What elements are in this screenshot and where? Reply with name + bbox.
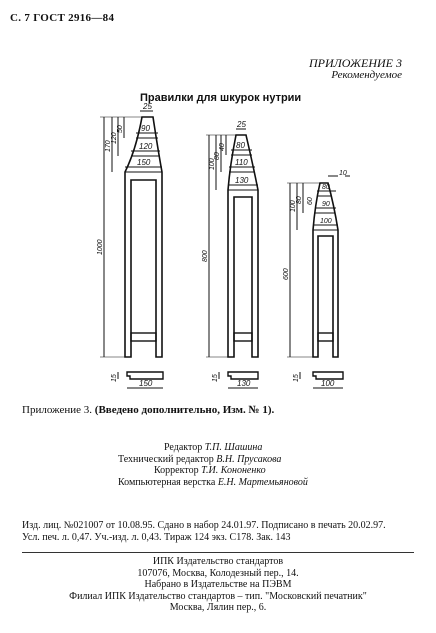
board-3-thickness: 15 — [293, 374, 300, 382]
appendix-title: ПРИЛОЖЕНИЕ 3 — [309, 56, 402, 70]
appendix-status: Рекомендуемое — [331, 69, 402, 81]
board-1-height-2: 120 — [111, 132, 118, 144]
board-1-width-2: 120 — [139, 142, 153, 151]
publication-line-2: Усл. печ. л. 0,47. Уч.-изд. л. 0,43. Тираж 124 экз. С178. Зак. 143 — [22, 532, 291, 543]
board-2-outline — [228, 135, 258, 357]
board-2-thickness: 15 — [212, 374, 219, 382]
publication-details — [22, 520, 386, 544]
board-1-section — [127, 372, 163, 379]
note-prefix: Приложение 3. — [22, 404, 93, 416]
board-1-total-height: 1000 — [97, 239, 104, 255]
staff-credits — [0, 442, 436, 488]
board-2-crossbar — [234, 333, 252, 341]
staff-row: Редактор Т.П. Шашина — [164, 442, 263, 453]
staff-name: Т.П. Шашина — [204, 442, 263, 453]
board-1-crossbar — [131, 333, 156, 341]
board-1-outline — [125, 117, 162, 357]
board-3-width-3: 100 — [320, 218, 332, 225]
imprint — [0, 556, 436, 614]
page-header: С. 7 ГОСТ 2916—84 — [10, 12, 115, 24]
note-amendment: (Введено дополнительно, Изм. № 1). — [94, 404, 275, 416]
board-2-height-3: 100 — [209, 158, 216, 170]
board-3-top-width: 10 — [339, 170, 347, 177]
board-3-base-width: 100 — [321, 379, 335, 388]
board-2-height-2: 80 — [214, 152, 221, 160]
staff-row: Технический редактор В.Н. Прусакова — [118, 453, 282, 465]
board-3-height-3: 100 — [290, 200, 297, 212]
board-3-width-2: 90 — [322, 201, 330, 208]
board-1-height-3: 170 — [105, 140, 112, 152]
board-3-section — [313, 372, 343, 379]
board-2-width-1: 80 — [236, 141, 245, 150]
board-1-thickness: 15 — [111, 374, 118, 382]
board-1-base-width: 150 — [139, 379, 153, 388]
board-2-height-1: 40 — [219, 143, 226, 151]
board-2-total-height: 800 — [202, 250, 209, 262]
staff-name: Е.Н. Мартемьяновой — [217, 476, 308, 488]
board-2-section — [228, 372, 258, 379]
board-3-crossbar — [318, 333, 333, 341]
imprint-line: ИПК Издательство стандартов — [152, 556, 284, 567]
board-3-total-height: 600 — [283, 268, 290, 280]
publication-line-1: Изд. лиц. №021007 от 10.08.95. Сдано в набор 24.01.97. Подписано в печать 20.02.97. — [22, 520, 386, 531]
board-3-height-1: 60 — [307, 197, 314, 205]
board-2-width-2: 110 — [235, 158, 248, 167]
drawing-title: Правилки для шкурок нутрии — [140, 92, 302, 104]
staff-row: Корректор Т.И. Кононенко — [154, 465, 266, 476]
divider — [22, 552, 414, 553]
board-3-width-1: 80 — [322, 184, 330, 191]
board-1-width-3: 150 — [137, 158, 151, 167]
imprint-line: Филиал ИПК Издательство стандартов – тип. "Московский печатник" — [69, 590, 367, 602]
imprint-line: Москва, Лялин пер., 6. — [169, 602, 267, 613]
technical-drawing — [0, 100, 436, 400]
board-1-height-1: 50 — [117, 125, 124, 133]
board-2-base-width: 130 — [237, 379, 251, 388]
imprint-line: 107076, Москва, Колодезный пер., 14. — [137, 567, 299, 579]
board-1-top-width: 25 — [143, 102, 152, 111]
appendix-note — [22, 404, 274, 416]
board-2-width-3: 130 — [235, 176, 249, 185]
staff-name: В.Н. Прусакова — [216, 453, 282, 465]
board-3-height-2: 80 — [296, 196, 303, 204]
board-2-top-width: 25 — [237, 120, 246, 129]
staff-name: Т.И. Кононенко — [201, 465, 266, 476]
staff-row: Компьютерная верстка Е.Н. Мартемьяновой — [118, 476, 308, 488]
board-1-width-1: 90 — [141, 124, 150, 133]
board-3-outline — [313, 183, 338, 357]
imprint-line: Набрано в Издательстве на ПЭВМ — [144, 579, 292, 590]
